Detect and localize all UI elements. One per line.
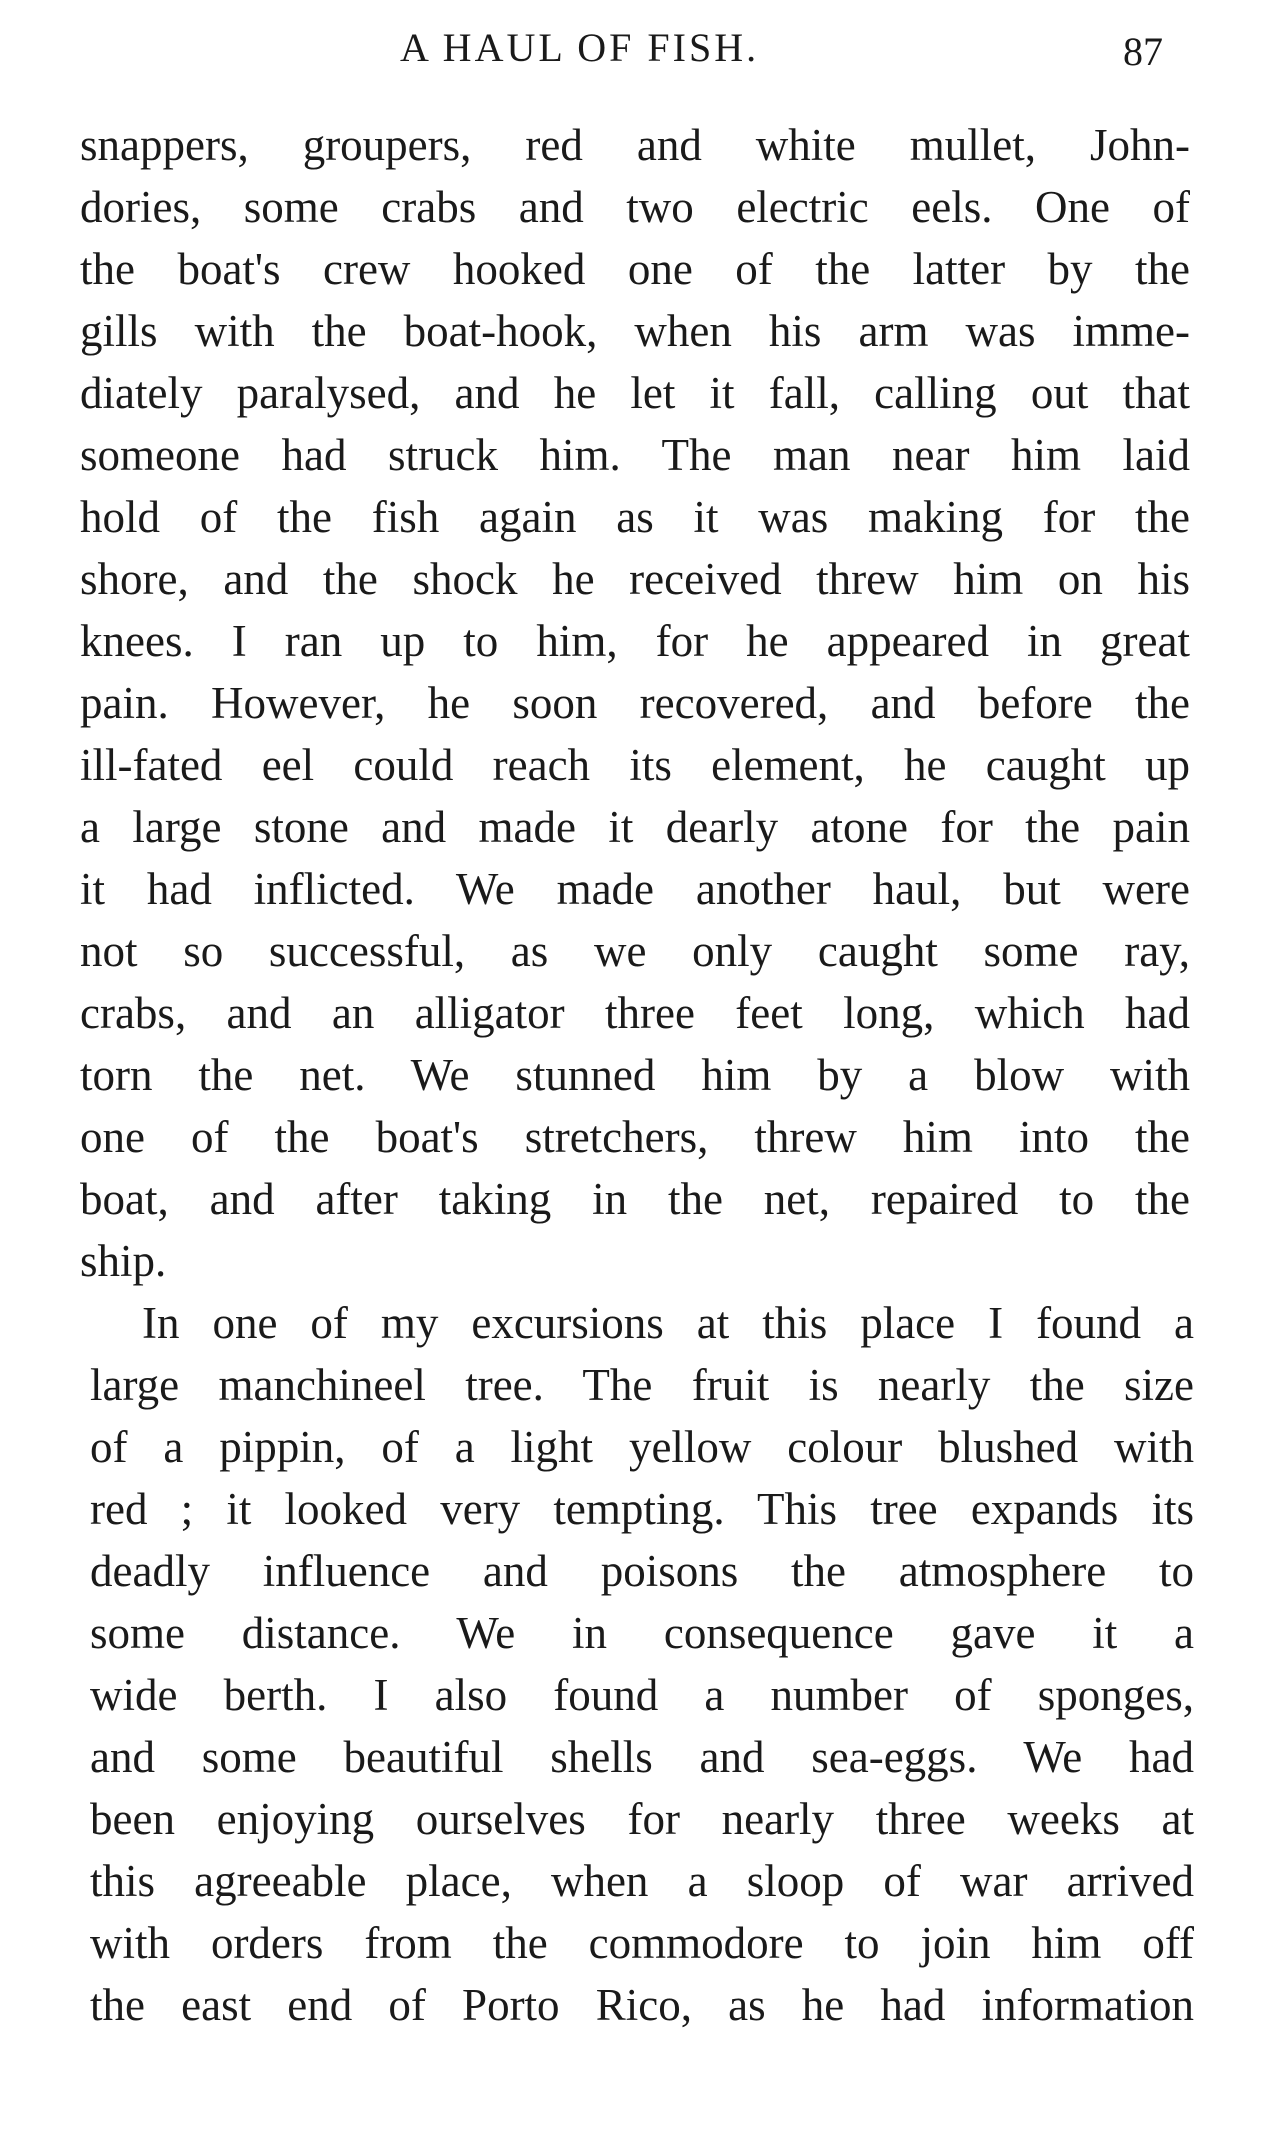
text-line: this agreeable place, when a sloop of war arrived	[90, 1856, 1194, 1906]
text-line: dories, some crabs and two electric eels. One of	[80, 182, 1190, 232]
text-line: wide berth. I also found a number of sponges,	[90, 1670, 1194, 1720]
text-line: of a pippin, of a light yellow colour blushed with	[90, 1422, 1194, 1472]
text-line: it had inflicted. We made another haul, but were	[80, 864, 1190, 914]
text-line: diately paralysed, and he let it fall, calling out that	[80, 368, 1190, 418]
paragraph-1	[80, 114, 1190, 1292]
text-line: with orders from the commodore to join him off	[90, 1918, 1194, 1968]
running-head: A HAUL OF FISH.	[400, 25, 760, 70]
text-line: crabs, and an alligator three feet long, which had	[80, 988, 1190, 1038]
text-line: boat, and after taking in the net, repaired to the	[80, 1174, 1190, 1224]
text-line: been enjoying ourselves for nearly three weeks at	[90, 1794, 1194, 1844]
text-line: the boat's crew hooked one of the latter by the	[80, 244, 1190, 294]
text-line: the east end of Porto Rico, as he had information	[90, 1980, 1194, 2030]
page-number: 87	[1123, 29, 1163, 74]
text-line: pain. However, he soon recovered, and before the	[80, 678, 1190, 728]
text-line: someone had struck him. The man near him laid	[80, 430, 1190, 480]
text-line: some distance. We in consequence gave it a	[90, 1608, 1194, 1658]
text-line: and some beautiful shells and sea-eggs. We had	[90, 1732, 1194, 1782]
text-line: gills with the boat-hook, when his arm was imme-	[80, 306, 1190, 356]
text-line: not so successful, as we only caught some ray,	[80, 926, 1190, 976]
text-line: one of the boat's stretchers, threw him into the	[80, 1112, 1190, 1162]
text-line: snappers, groupers, red and white mullet, John-	[80, 120, 1190, 170]
text-line: red ; it looked very tempting. This tree expands its	[90, 1484, 1194, 1534]
text-line: large manchineel tree. The fruit is nearly the size	[90, 1360, 1194, 1410]
paragraph-2	[90, 1292, 1194, 2036]
text-line: torn the net. We stunned him by a blow with	[80, 1050, 1190, 1100]
text-line: ship.	[80, 1236, 167, 1286]
text-line: knees. I ran up to him, for he appeared in great	[80, 616, 1190, 666]
text-line: ill-fated eel could reach its element, he caught up	[80, 740, 1190, 790]
text-line: deadly influence and poisons the atmosphere to	[90, 1546, 1194, 1596]
text-line: hold of the fish again as it was making for the	[80, 492, 1190, 542]
text-line: shore, and the shock he received threw him on his	[80, 554, 1190, 604]
text-line: a large stone and made it dearly atone for the pain	[80, 802, 1190, 852]
text-line: In one of my excursions at this place I found a	[142, 1298, 1194, 1348]
